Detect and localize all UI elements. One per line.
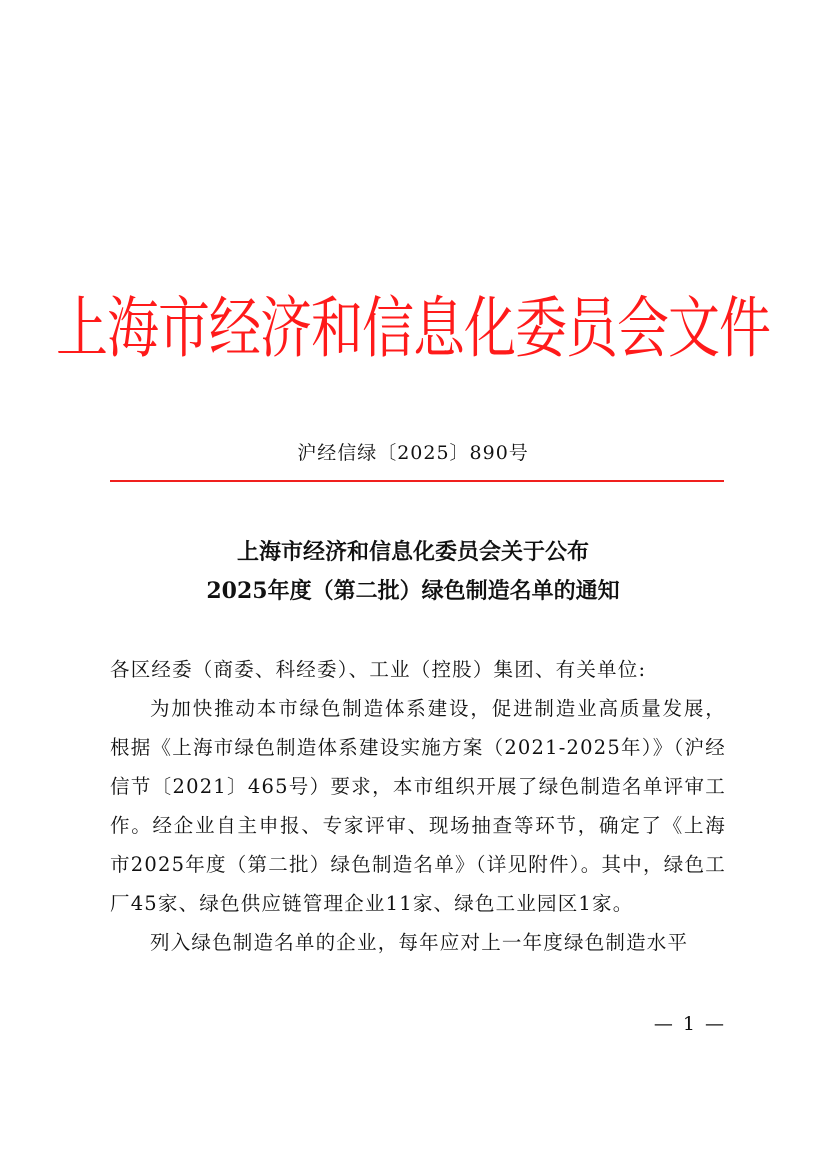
notice-title-line-2: 2025年度（第二批）绿色制造名单的通知: [206, 578, 620, 604]
masthead-title: 上海市经济和信息化委员会文件: [55, 290, 770, 368]
notice-title: [0, 533, 826, 611]
document-number: 沪经信绿〔2025〕890号: [297, 442, 529, 464]
salutation: 各区经委（商委、科经委）、工业（控股）集团、有关单位:: [110, 658, 647, 681]
page-number: — 1 —: [653, 1013, 726, 1035]
body-paragraph: 列入绿色制造名单的企业，每年应对上一年度绿色制造水平: [150, 931, 689, 954]
body-paragraph: 为加快推动本市绿色制造体系建设，促进制造业高质量发展，根据《上海市绿色制造体系建设实施方案（2021-2025年）》（沪经信节〔2021〕465号）要求，本市组织开展了绿色制造名单评审工作。经企业自主申报、专家评审、现场抽查等环节，确定了《上海市2025年度（第二批）绿色制造名单》（详见附件）。其中，绿色工厂45家、绿色供应链管理企业11家、绿色工业园区1家。: [110, 697, 726, 915]
red-divider-line: [110, 480, 724, 482]
notice-title-line-1: 上海市经济和信息化委员会关于公布: [236, 539, 589, 565]
notice-body: [110, 650, 726, 962]
